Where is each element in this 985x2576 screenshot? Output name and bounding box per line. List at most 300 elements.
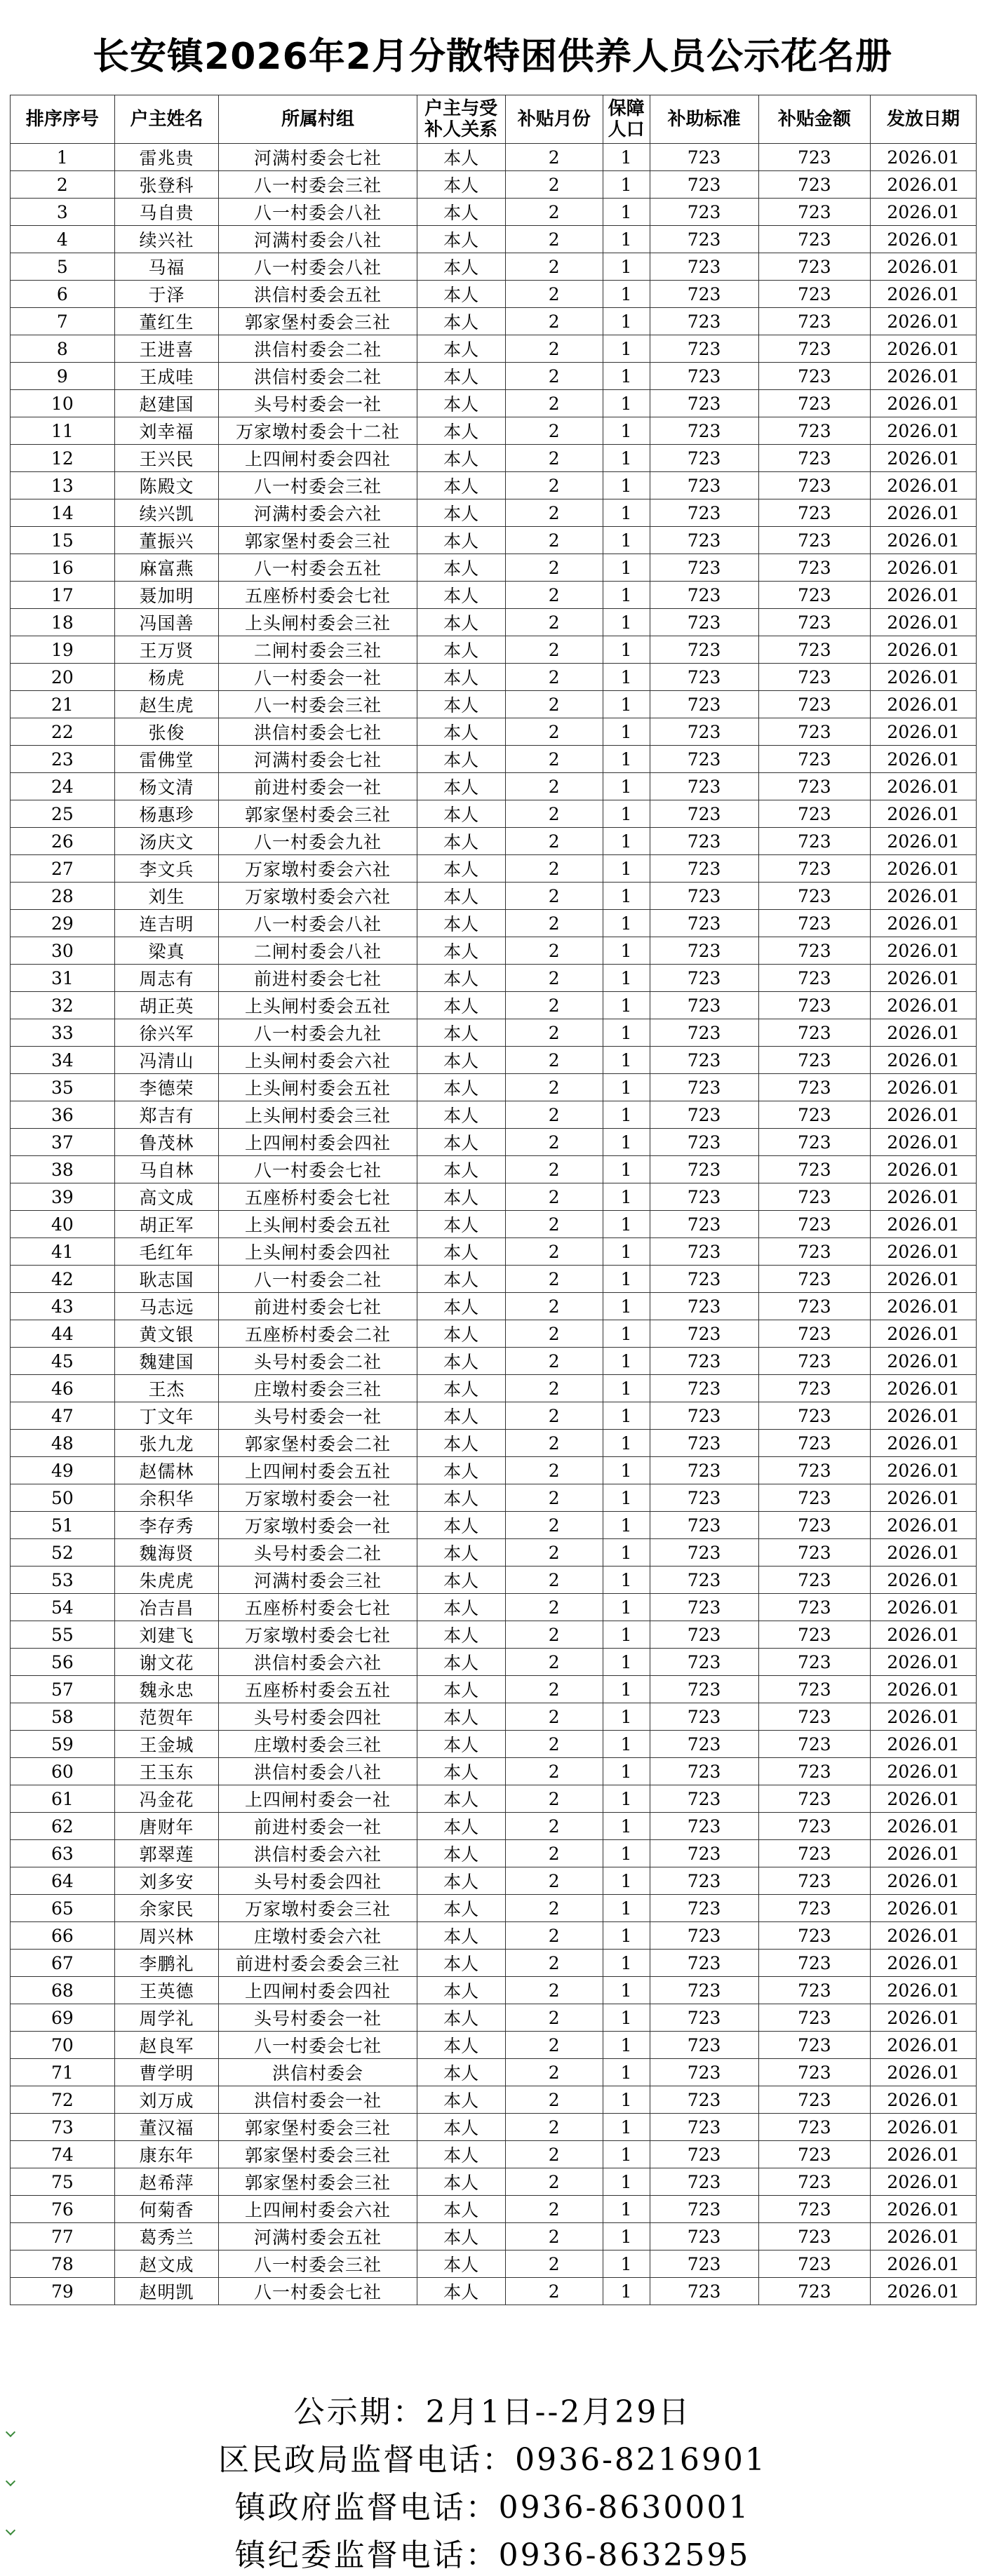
cell-population: 1 (603, 1430, 650, 1457)
cell-relation: 本人 (417, 554, 505, 582)
cell-population: 1 (603, 1785, 650, 1813)
table-row (11, 472, 977, 499)
cell-name: 郑吉有 (114, 1101, 219, 1129)
cell-standard: 723 (650, 1402, 758, 1430)
cell-relation: 本人 (417, 2196, 505, 2223)
table-row (11, 1512, 977, 1539)
cell-village: 八一村委会八社 (219, 910, 417, 937)
cell-seq: 65 (11, 1895, 115, 1922)
cell-amount: 723 (758, 1950, 870, 1977)
cell-village: 郭家堡村委会三社 (219, 2114, 417, 2141)
cell-name: 毛红年 (114, 1238, 219, 1266)
cell-name: 何菊香 (114, 2196, 219, 2223)
cell-name: 马自贵 (114, 199, 219, 226)
cell-amount: 723 (758, 1019, 870, 1047)
cell-month: 2 (505, 2004, 603, 2032)
cell-name: 黄文银 (114, 1320, 219, 1348)
table-row (11, 2004, 977, 2032)
cell-relation: 本人 (417, 1238, 505, 1266)
cell-standard: 723 (650, 664, 758, 691)
table-row (11, 554, 977, 582)
table-row (11, 2168, 977, 2196)
cell-seq: 20 (11, 664, 115, 691)
cell-standard: 723 (650, 2223, 758, 2250)
cell-standard: 723 (650, 937, 758, 965)
cell-amount: 723 (758, 1840, 870, 1867)
cell-amount: 723 (758, 226, 870, 253)
cell-name: 董汉福 (114, 2114, 219, 2141)
cell-date: 2026.01 (871, 1977, 977, 2004)
cell-seq: 58 (11, 1703, 115, 1731)
cell-seq: 2 (11, 171, 115, 199)
cell-village: 上四闸村委会五社 (219, 1457, 417, 1484)
cell-relation: 本人 (417, 2223, 505, 2250)
cell-amount: 723 (758, 1813, 870, 1840)
cell-date: 2026.01 (871, 1156, 977, 1183)
cell-date: 2026.01 (871, 609, 977, 636)
table-header-row (11, 95, 977, 144)
cell-relation: 本人 (417, 1813, 505, 1840)
cell-population: 1 (603, 1539, 650, 1567)
cell-population: 1 (603, 1402, 650, 1430)
cell-name: 余家民 (114, 1895, 219, 1922)
cell-relation: 本人 (417, 1484, 505, 1512)
cell-standard: 723 (650, 2141, 758, 2168)
cell-month: 2 (505, 1348, 603, 1375)
table-row (11, 171, 977, 199)
cell-relation: 本人 (417, 937, 505, 965)
cell-amount: 723 (758, 2114, 870, 2141)
cell-date: 2026.01 (871, 335, 977, 363)
cell-population: 1 (603, 609, 650, 636)
table-row (11, 636, 977, 664)
cell-date: 2026.01 (871, 1950, 977, 1977)
cell-name: 杨文清 (114, 773, 219, 800)
cell-village: 前进村委会一社 (219, 773, 417, 800)
cell-relation: 本人 (417, 417, 505, 445)
cell-month: 2 (505, 1019, 603, 1047)
cell-standard: 723 (650, 2168, 758, 2196)
cell-amount: 723 (758, 2059, 870, 2086)
cell-standard: 723 (650, 1266, 758, 1293)
cell-village: 万家墩村委会一社 (219, 1484, 417, 1512)
table-row (11, 335, 977, 363)
cell-seq: 6 (11, 281, 115, 308)
cell-date: 2026.01 (871, 226, 977, 253)
cell-village: 洪信村委会 (219, 2059, 417, 2086)
cell-name: 杨惠珍 (114, 800, 219, 828)
cell-month: 2 (505, 390, 603, 417)
cell-name: 李文兵 (114, 855, 219, 883)
cell-amount: 723 (758, 1211, 870, 1238)
cell-population: 1 (603, 2250, 650, 2278)
cell-date: 2026.01 (871, 253, 977, 281)
cell-standard: 723 (650, 308, 758, 335)
cell-month: 2 (505, 335, 603, 363)
table-row (11, 308, 977, 335)
cell-seq: 51 (11, 1512, 115, 1539)
cell-standard: 723 (650, 1840, 758, 1867)
cell-seq: 56 (11, 1649, 115, 1676)
cell-amount: 723 (758, 1594, 870, 1621)
cell-seq: 23 (11, 746, 115, 773)
cell-standard: 723 (650, 1785, 758, 1813)
cell-date: 2026.01 (871, 2141, 977, 2168)
cell-month: 2 (505, 1156, 603, 1183)
table-row (11, 1320, 977, 1348)
cell-village: 上头闸村委会四社 (219, 1238, 417, 1266)
cell-month: 2 (505, 1430, 603, 1457)
cell-seq: 16 (11, 554, 115, 582)
cell-relation: 本人 (417, 800, 505, 828)
cell-seq: 21 (11, 691, 115, 718)
cell-population: 1 (603, 1922, 650, 1950)
cell-village: 前进村委会七社 (219, 965, 417, 992)
table-row (11, 2250, 977, 2278)
table-row (11, 1977, 977, 2004)
cell-population: 1 (603, 2032, 650, 2059)
town-government-hotline: 镇政府监督电话：0936-8630001 (234, 2490, 751, 2525)
table-row (11, 1703, 977, 1731)
cell-month: 2 (505, 965, 603, 992)
cell-amount: 723 (758, 390, 870, 417)
cell-seq: 19 (11, 636, 115, 664)
cell-amount: 723 (758, 144, 870, 171)
cell-population: 1 (603, 2004, 650, 2032)
cell-date: 2026.01 (871, 773, 977, 800)
cell-date: 2026.01 (871, 171, 977, 199)
cell-month: 2 (505, 1594, 603, 1621)
cell-amount: 723 (758, 1320, 870, 1348)
cell-relation: 本人 (417, 1758, 505, 1785)
cell-date: 2026.01 (871, 746, 977, 773)
cell-date: 2026.01 (871, 1266, 977, 1293)
header-amount: 补贴金额 (758, 95, 870, 144)
cell-population: 1 (603, 2168, 650, 2196)
cell-date: 2026.01 (871, 499, 977, 527)
cell-seq: 28 (11, 883, 115, 910)
cell-amount: 723 (758, 171, 870, 199)
cell-amount: 723 (758, 1785, 870, 1813)
cell-amount: 723 (758, 335, 870, 363)
cell-relation: 本人 (417, 1895, 505, 1922)
cell-amount: 723 (758, 1457, 870, 1484)
cell-population: 1 (603, 472, 650, 499)
cell-month: 2 (505, 1266, 603, 1293)
cell-village: 万家墩村委会六社 (219, 855, 417, 883)
cell-seq: 59 (11, 1731, 115, 1758)
cell-name: 张九龙 (114, 1430, 219, 1457)
cell-seq: 39 (11, 1183, 115, 1211)
cell-month: 2 (505, 1922, 603, 1950)
cell-seq: 50 (11, 1484, 115, 1512)
cell-village: 八一村委会一社 (219, 664, 417, 691)
cell-relation: 本人 (417, 1977, 505, 2004)
cell-village: 上四闸村委会六社 (219, 2196, 417, 2223)
cell-standard: 723 (650, 773, 758, 800)
cell-month: 2 (505, 609, 603, 636)
table-row (11, 992, 977, 1019)
cell-date: 2026.01 (871, 1129, 977, 1156)
cell-name: 冯清山 (114, 1047, 219, 1074)
cell-seq: 27 (11, 855, 115, 883)
cell-seq: 4 (11, 226, 115, 253)
cell-name: 赵建国 (114, 390, 219, 417)
cell-village: 上头闸村委会五社 (219, 1074, 417, 1101)
cell-name: 赵文成 (114, 2250, 219, 2278)
cell-relation: 本人 (417, 1129, 505, 1156)
cell-village: 郭家堡村委会三社 (219, 308, 417, 335)
cell-population: 1 (603, 1238, 650, 1266)
cell-seq: 49 (11, 1457, 115, 1484)
cell-standard: 723 (650, 445, 758, 472)
cell-village: 万家墩村委会一社 (219, 1512, 417, 1539)
cell-standard: 723 (650, 281, 758, 308)
cell-relation: 本人 (417, 253, 505, 281)
cell-population: 1 (603, 1895, 650, 1922)
cell-date: 2026.01 (871, 1430, 977, 1457)
cell-village: 洪信村委会六社 (219, 1649, 417, 1676)
cell-population: 1 (603, 1703, 650, 1731)
cell-relation: 本人 (417, 664, 505, 691)
cell-village: 洪信村委会五社 (219, 281, 417, 308)
cell-village: 郭家堡村委会三社 (219, 2168, 417, 2196)
cell-standard: 723 (650, 1019, 758, 1047)
cell-month: 2 (505, 718, 603, 746)
cell-date: 2026.01 (871, 199, 977, 226)
cell-amount: 723 (758, 883, 870, 910)
cell-population: 1 (603, 965, 650, 992)
cell-population: 1 (603, 1348, 650, 1375)
cell-relation: 本人 (417, 2032, 505, 2059)
cell-village: 五座桥村委会七社 (219, 1183, 417, 1211)
cell-date: 2026.01 (871, 1457, 977, 1484)
cell-standard: 723 (650, 1348, 758, 1375)
cell-month: 2 (505, 554, 603, 582)
table-row (11, 2223, 977, 2250)
cell-date: 2026.01 (871, 1731, 977, 1758)
cell-amount: 723 (758, 1156, 870, 1183)
cell-village: 河满村委会八社 (219, 226, 417, 253)
cell-village: 郭家堡村委会三社 (219, 527, 417, 554)
cell-name: 徐兴军 (114, 1019, 219, 1047)
cell-name: 续兴凯 (114, 499, 219, 527)
header-name: 户主姓名 (114, 95, 219, 144)
table-row (11, 2059, 977, 2086)
cell-amount: 723 (758, 582, 870, 609)
cell-relation: 本人 (417, 1785, 505, 1813)
cell-seq: 52 (11, 1539, 115, 1567)
cell-population: 1 (603, 1977, 650, 2004)
table-row (11, 937, 977, 965)
cell-standard: 723 (650, 390, 758, 417)
cell-seq: 38 (11, 1156, 115, 1183)
cell-population: 1 (603, 363, 650, 390)
cell-amount: 723 (758, 636, 870, 664)
cell-name: 续兴社 (114, 226, 219, 253)
cell-population: 1 (603, 1320, 650, 1348)
cell-relation: 本人 (417, 992, 505, 1019)
cell-amount: 723 (758, 1567, 870, 1594)
cell-name: 魏永忠 (114, 1676, 219, 1703)
cell-seq: 77 (11, 2223, 115, 2250)
cell-standard: 723 (650, 1293, 758, 1320)
cell-date: 2026.01 (871, 554, 977, 582)
cell-date: 2026.01 (871, 1676, 977, 1703)
cell-amount: 723 (758, 1867, 870, 1895)
cell-date: 2026.01 (871, 2168, 977, 2196)
cell-date: 2026.01 (871, 992, 977, 1019)
cell-month: 2 (505, 1785, 603, 1813)
cell-standard: 723 (650, 2086, 758, 2114)
cell-standard: 723 (650, 1649, 758, 1676)
cell-village: 八一村委会七社 (219, 2032, 417, 2059)
cell-relation: 本人 (417, 1348, 505, 1375)
cell-standard: 723 (650, 1621, 758, 1649)
cell-village: 洪信村委会二社 (219, 363, 417, 390)
cell-relation: 本人 (417, 1840, 505, 1867)
header-village: 所属村组 (219, 95, 417, 144)
table-row (11, 1649, 977, 1676)
cell-relation: 本人 (417, 171, 505, 199)
cell-name: 赵生虎 (114, 691, 219, 718)
table-row (11, 1539, 977, 1567)
cell-date: 2026.01 (871, 1895, 977, 1922)
cell-date: 2026.01 (871, 2223, 977, 2250)
cell-month: 2 (505, 144, 603, 171)
cell-standard: 723 (650, 1758, 758, 1785)
cell-date: 2026.01 (871, 1813, 977, 1840)
cell-population: 1 (603, 691, 650, 718)
cell-month: 2 (505, 445, 603, 472)
cell-village: 洪信村委会一社 (219, 2086, 417, 2114)
table-row (11, 253, 977, 281)
cell-population: 1 (603, 417, 650, 445)
cell-village: 头号村委会四社 (219, 1703, 417, 1731)
cell-seq: 3 (11, 199, 115, 226)
cell-month: 2 (505, 1512, 603, 1539)
cell-seq: 31 (11, 965, 115, 992)
cell-name: 张登科 (114, 171, 219, 199)
cell-amount: 723 (758, 1047, 870, 1074)
cell-date: 2026.01 (871, 937, 977, 965)
cell-date: 2026.01 (871, 1649, 977, 1676)
cell-relation: 本人 (417, 2004, 505, 2032)
cell-standard: 723 (650, 2059, 758, 2086)
cell-village: 八一村委会三社 (219, 691, 417, 718)
cell-amount: 723 (758, 609, 870, 636)
cell-relation: 本人 (417, 1922, 505, 1950)
cell-date: 2026.01 (871, 1621, 977, 1649)
table-row (11, 1785, 977, 1813)
cell-month: 2 (505, 1183, 603, 1211)
cell-seq: 25 (11, 800, 115, 828)
cell-month: 2 (505, 499, 603, 527)
cell-month: 2 (505, 527, 603, 554)
cell-amount: 723 (758, 2196, 870, 2223)
cell-name: 曹学明 (114, 2059, 219, 2086)
cell-population: 1 (603, 445, 650, 472)
cell-village: 河满村委会七社 (219, 144, 417, 171)
cell-seq: 76 (11, 2196, 115, 2223)
cell-relation: 本人 (417, 1594, 505, 1621)
cell-amount: 723 (758, 281, 870, 308)
table-row (11, 390, 977, 417)
cell-amount: 723 (758, 1402, 870, 1430)
table-row (11, 1047, 977, 1074)
table-row (11, 1731, 977, 1758)
table-row (11, 1156, 977, 1183)
cell-seq: 57 (11, 1676, 115, 1703)
cell-village: 八一村委会七社 (219, 1156, 417, 1183)
cell-month: 2 (505, 937, 603, 965)
cell-relation: 本人 (417, 281, 505, 308)
cell-relation: 本人 (417, 1621, 505, 1649)
cell-date: 2026.01 (871, 1101, 977, 1129)
cell-date: 2026.01 (871, 1320, 977, 1348)
cell-relation: 本人 (417, 1211, 505, 1238)
cell-standard: 723 (650, 2032, 758, 2059)
cell-month: 2 (505, 1129, 603, 1156)
cell-month: 2 (505, 1375, 603, 1402)
cell-amount: 723 (758, 1183, 870, 1211)
cell-date: 2026.01 (871, 308, 977, 335)
cell-amount: 723 (758, 1430, 870, 1457)
cell-name: 马福 (114, 253, 219, 281)
cell-month: 2 (505, 2114, 603, 2141)
table-row (11, 883, 977, 910)
cell-village: 万家墩村委会七社 (219, 1621, 417, 1649)
cell-relation: 本人 (417, 1731, 505, 1758)
civil-affairs-hotline: 区民政局监督电话：0936-8216901 (218, 2442, 767, 2478)
cell-village: 头号村委会四社 (219, 1867, 417, 1895)
cell-seq: 33 (11, 1019, 115, 1047)
cell-standard: 723 (650, 2250, 758, 2278)
cell-population: 1 (603, 855, 650, 883)
cell-date: 2026.01 (871, 800, 977, 828)
table-row (11, 1293, 977, 1320)
cell-relation: 本人 (417, 1320, 505, 1348)
cell-seq: 66 (11, 1922, 115, 1950)
cell-date: 2026.01 (871, 1019, 977, 1047)
cell-seq: 29 (11, 910, 115, 937)
cell-standard: 723 (650, 2004, 758, 2032)
cell-name: 周志有 (114, 965, 219, 992)
cell-date: 2026.01 (871, 1484, 977, 1512)
cell-relation: 本人 (417, 855, 505, 883)
cell-month: 2 (505, 1649, 603, 1676)
publicity-period: 公示期：2月1日--2月29日 (293, 2394, 692, 2430)
cell-seq: 11 (11, 417, 115, 445)
cell-amount: 723 (758, 554, 870, 582)
cell-population: 1 (603, 499, 650, 527)
cell-standard: 723 (650, 855, 758, 883)
cell-date: 2026.01 (871, 390, 977, 417)
cell-date: 2026.01 (871, 1348, 977, 1375)
cell-date: 2026.01 (871, 2114, 977, 2141)
cell-amount: 723 (758, 1375, 870, 1402)
header-seq: 排序序号 (11, 95, 115, 144)
cell-name: 李德荣 (114, 1074, 219, 1101)
cell-month: 2 (505, 1950, 603, 1977)
header-relation: 户主与受补人关系 (417, 95, 505, 144)
cell-amount: 723 (758, 828, 870, 855)
cell-name: 李鹏礼 (114, 1950, 219, 1977)
cell-month: 2 (505, 1703, 603, 1731)
table-row (11, 2086, 977, 2114)
cell-month: 2 (505, 2250, 603, 2278)
table-row (11, 1867, 977, 1895)
